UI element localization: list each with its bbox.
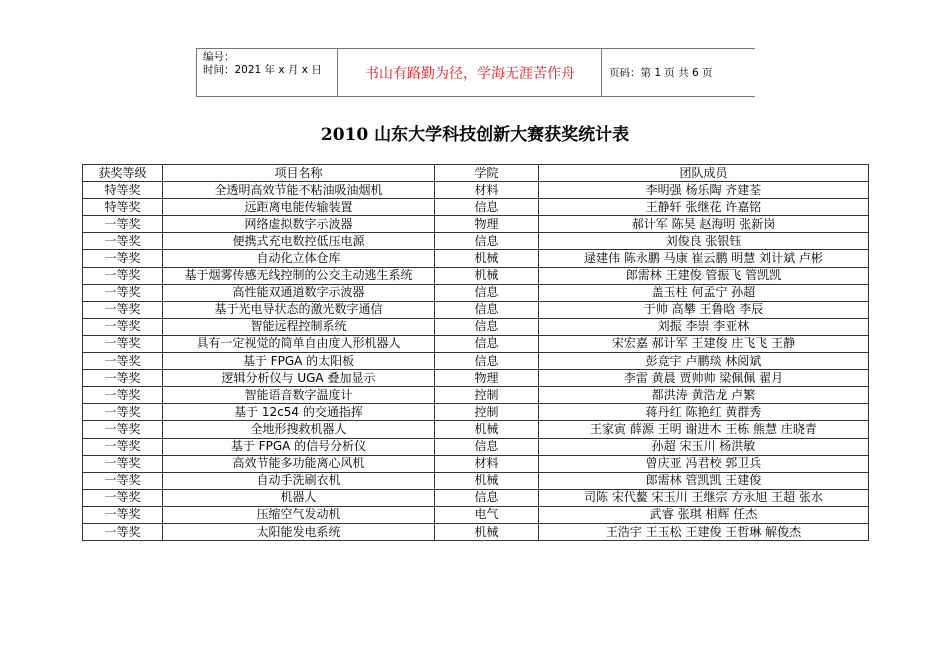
college-cell: 材料 bbox=[435, 455, 539, 472]
award-level-cell: 一等奖 bbox=[83, 301, 163, 318]
project-name-cell: 远距离电能传输装置 bbox=[163, 199, 435, 216]
table-row bbox=[83, 250, 869, 267]
table-body bbox=[83, 182, 869, 541]
project-name-cell: 智能语音数字温度计 bbox=[163, 387, 435, 404]
award-level-cell: 一等奖 bbox=[83, 438, 163, 455]
award-level-cell: 一等奖 bbox=[83, 404, 163, 421]
table-row bbox=[83, 404, 869, 421]
table-row bbox=[83, 182, 869, 199]
award-level-cell: 特等奖 bbox=[83, 199, 163, 216]
college-cell: 机械 bbox=[435, 421, 539, 438]
award-level-cell: 一等奖 bbox=[83, 421, 163, 438]
team-members-cell: 司陈 宋代鳌 宋玉川 王继宗 方永旭 王超 张水 bbox=[539, 489, 869, 506]
college-cell: 机械 bbox=[435, 250, 539, 267]
college-cell: 信息 bbox=[435, 301, 539, 318]
award-level-cell: 一等奖 bbox=[83, 370, 163, 387]
team-members-cell: 刘俊良 张银钰 bbox=[539, 233, 869, 250]
college-cell: 信息 bbox=[435, 284, 539, 301]
table-row bbox=[83, 387, 869, 404]
document-header bbox=[196, 48, 755, 97]
college-cell: 机械 bbox=[435, 472, 539, 489]
table-row bbox=[83, 284, 869, 301]
table-row bbox=[83, 301, 869, 318]
award-level-cell: 一等奖 bbox=[83, 267, 163, 284]
team-members-cell: 武睿 张琪 相辉 任杰 bbox=[539, 506, 869, 523]
project-name-cell: 基于 FPGA 的太阳板 bbox=[163, 353, 435, 370]
table-row bbox=[83, 506, 869, 523]
college-cell: 信息 bbox=[435, 233, 539, 250]
team-members-cell: 郝计军 陈昊 赵海明 张新岗 bbox=[539, 216, 869, 233]
team-members-cell: 于帅 高攀 王鲁晗 李辰 bbox=[539, 301, 869, 318]
table-row bbox=[83, 335, 869, 352]
team-members-cell: 李雷 黄晨 贾帅帅 梁佩佩 翟月 bbox=[539, 370, 869, 387]
award-level-cell: 一等奖 bbox=[83, 233, 163, 250]
team-members-cell: 曾庆亚 冯君校 郭卫兵 bbox=[539, 455, 869, 472]
table-row bbox=[83, 216, 869, 233]
college-cell: 物理 bbox=[435, 370, 539, 387]
table-row bbox=[83, 523, 869, 540]
header-award-level: 获奖等级 bbox=[83, 165, 163, 182]
award-level-cell: 一等奖 bbox=[83, 250, 163, 267]
project-name-cell: 高性能双通道数字示波器 bbox=[163, 284, 435, 301]
college-cell: 机械 bbox=[435, 267, 539, 284]
project-name-cell: 自动手洗刷衣机 bbox=[163, 472, 435, 489]
award-level-cell: 一等奖 bbox=[83, 506, 163, 523]
college-cell: 机械 bbox=[435, 523, 539, 540]
award-level-cell: 特等奖 bbox=[83, 182, 163, 199]
award-level-cell: 一等奖 bbox=[83, 216, 163, 233]
college-cell: 信息 bbox=[435, 489, 539, 506]
project-name-cell: 基于 FPGA 的信号分析仪 bbox=[163, 438, 435, 455]
project-name-cell: 智能远程控制系统 bbox=[163, 318, 435, 335]
time-label: 时间：2021 年 x 月 x 日 bbox=[203, 64, 322, 76]
college-cell: 电气 bbox=[435, 506, 539, 523]
table-row bbox=[83, 421, 869, 438]
table-header-row bbox=[83, 165, 869, 182]
table-row bbox=[83, 472, 869, 489]
table-row bbox=[83, 318, 869, 335]
project-name-cell: 全透明高效节能不粘油吸油烟机 bbox=[163, 182, 435, 199]
header-project-name: 项目名称 bbox=[163, 165, 435, 182]
project-name-cell: 基于 12c54 的交通指挥 bbox=[163, 404, 435, 421]
header-team-members: 团队成员 bbox=[539, 165, 869, 182]
award-level-cell: 一等奖 bbox=[83, 335, 163, 352]
college-cell: 物理 bbox=[435, 216, 539, 233]
project-name-cell: 自动化立体仓库 bbox=[163, 250, 435, 267]
team-members-cell: 都洪涛 黄浩龙 卢繁 bbox=[539, 387, 869, 404]
award-level-cell: 一等奖 bbox=[83, 489, 163, 506]
college-cell: 信息 bbox=[435, 335, 539, 352]
project-name-cell: 太阳能发电系统 bbox=[163, 523, 435, 540]
project-name-cell: 高效节能多功能离心风机 bbox=[163, 455, 435, 472]
table-row bbox=[83, 267, 869, 284]
table-row bbox=[83, 353, 869, 370]
team-members-cell: 蒋丹红 陈艳红 黄群秀 bbox=[539, 404, 869, 421]
team-members-cell: 盖玉柱 何孟宁 孙超 bbox=[539, 284, 869, 301]
team-members-cell: 王静轩 张继花 许嘉铭 bbox=[539, 199, 869, 216]
award-level-cell: 一等奖 bbox=[83, 387, 163, 404]
team-members-cell: 宋宏嘉 郝计军 王建俊 庄飞飞 王静 bbox=[539, 335, 869, 352]
project-name-cell: 逻辑分析仪与 UGA 叠加显示 bbox=[163, 370, 435, 387]
award-level-cell: 一等奖 bbox=[83, 472, 163, 489]
award-level-cell: 一等奖 bbox=[83, 455, 163, 472]
college-cell: 控制 bbox=[435, 387, 539, 404]
college-cell: 信息 bbox=[435, 438, 539, 455]
page-info: 页码：第 1 页 共 6 页 bbox=[609, 67, 713, 79]
project-name-cell: 基于光电导状态的激光数字通信 bbox=[163, 301, 435, 318]
team-members-cell: 王家寅 薛源 王明 谢进木 王栋 熊慧 庄晓青 bbox=[539, 421, 869, 438]
team-members-cell: 王浩宇 王玉松 王建俊 王哲琳 解俊杰 bbox=[539, 523, 869, 540]
header-college: 学院 bbox=[435, 165, 539, 182]
team-members-cell: 彭竞宇 卢鹏琰 林阅斌 bbox=[539, 353, 869, 370]
table-row bbox=[83, 370, 869, 387]
project-name-cell: 全地形搜救机器人 bbox=[163, 421, 435, 438]
project-name-cell: 网络虚拟数字示波器 bbox=[163, 216, 435, 233]
project-name-cell: 压缩空气发动机 bbox=[163, 506, 435, 523]
college-cell: 材料 bbox=[435, 182, 539, 199]
awards-table bbox=[82, 164, 869, 541]
college-cell: 信息 bbox=[435, 199, 539, 216]
team-members-cell: 李明强 杨乐陶 齐建荃 bbox=[539, 182, 869, 199]
college-cell: 信息 bbox=[435, 318, 539, 335]
table-row bbox=[83, 199, 869, 216]
team-members-cell: 逯建伟 陈永鹏 马康 崔云鹏 明慧 刘计斌 卢彬 bbox=[539, 250, 869, 267]
team-members-cell: 郎需林 管凯凯 王建俊 bbox=[539, 472, 869, 489]
table-row bbox=[83, 455, 869, 472]
project-name-cell: 便携式充电数控低压电源 bbox=[163, 233, 435, 250]
award-level-cell: 一等奖 bbox=[83, 318, 163, 335]
header-motto: 书山有路勤为径，学海无涯苦作舟 bbox=[339, 49, 602, 96]
project-name-cell: 机器人 bbox=[163, 489, 435, 506]
college-cell: 信息 bbox=[435, 353, 539, 370]
award-level-cell: 一等奖 bbox=[83, 284, 163, 301]
table-row bbox=[83, 233, 869, 250]
award-level-cell: 一等奖 bbox=[83, 523, 163, 540]
project-name-cell: 具有一定视觉的简单自由度人形机器人 bbox=[163, 335, 435, 352]
header-info-cell bbox=[197, 49, 338, 96]
award-level-cell: 一等奖 bbox=[83, 353, 163, 370]
college-cell: 控制 bbox=[435, 404, 539, 421]
number-label: 编号： bbox=[203, 51, 235, 63]
table-row bbox=[83, 489, 869, 506]
team-members-cell: 孙超 宋玉川 杨洪敏 bbox=[539, 438, 869, 455]
project-name-cell: 基于烟雾传感无线控制的公交主动逃生系统 bbox=[163, 267, 435, 284]
team-members-cell: 刘振 李崇 李亚林 bbox=[539, 318, 869, 335]
page-title: 2010 山东大学科技创新大赛获奖统计表 bbox=[320, 125, 630, 145]
table-row bbox=[83, 438, 869, 455]
team-members-cell: 郎需林 王建俊 管振飞 管凯凯 bbox=[539, 267, 869, 284]
